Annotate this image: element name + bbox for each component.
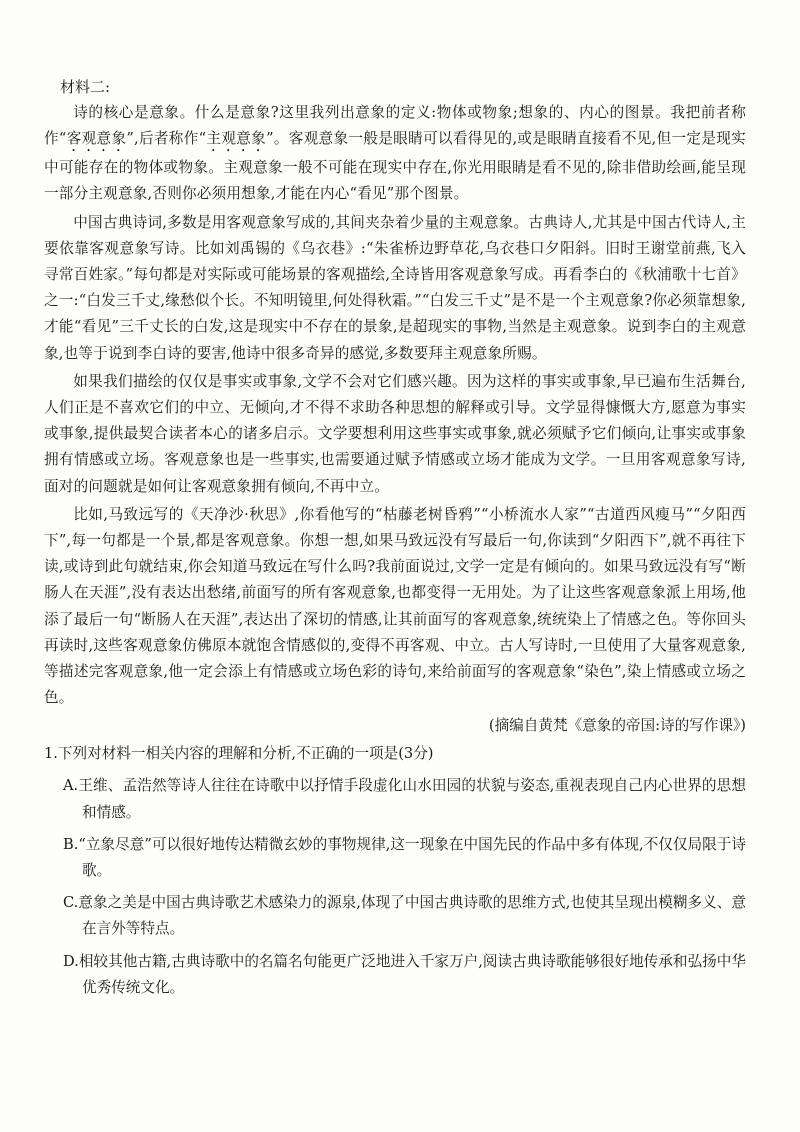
material-heading: 材料二: [60,78,111,96]
emphasized-term-subjective-image: 主观意象 [206,130,267,148]
emphasized-term-objective-image: 客观意象 [66,130,127,148]
option-c: C.意象之美是中国古典诗歌艺术感染力的源泉,体现了中国古典诗歌的思维方式,也使其呈现出模糊多义、意在言外等特点。 [63,894,746,938]
paragraph-4: 比如,马致远写的《天净沙·秋思》,你看他写的“枯藤老树昏鸦”“小桥流水人家”“古道西风瘦马”“夕阳西下”,每一句都是一个景,都是客观意象。你想一想,如果马致远没有写最后一句,你读到“夕阳西下”,就不再往下读,或诗到此句就结束,你会知道马致远在写什么吗?我前面说过,文学一定是有倾向的。如果马致远没有写“断肠人在天涯”,没有表达出愁绪,前面写的所有客观意象,也都变得一无用处。为了让这些客观意象派上用场,他添了最后一句“断肠人在天涯”,表达出了深切的情感,让其前面写的客观意象,统统染上了情感之色。等你回头再读时,这些客观意象仿佛原本就饱含情感似的,变得不再客观、中立。古人写诗时,一旦使用了大量客观意象,等描述完客观意象,他一定会添上有情感或立场色彩的诗句,来给前面写的客观意象“染色”,染上情感或立场之色。 [44,505,746,707]
question-stem: 1.下列对材料一相关内容的理解和分析,不正确的一项是(3分) [44,745,434,763]
paragraph-1-part-b: ”,后者称作“ [126,130,207,148]
option-d: D.相较其他古籍,古典诗歌中的名篇名句能更广泛地进入千家万户,阅读古典诗歌能够很好地传承和弘扬中华优秀传统文化。 [63,952,746,996]
source-citation: (摘编自黄梵《意象的帝国:诗的写作课》) [488,717,746,735]
paragraph-1 [44,100,746,208]
paragraph-1-part-a: 诗的核心是意象。什么是意象?这里我列出意象的定义:物体或物象;想象的、内心的图景。我把前者称作“ [44,104,746,148]
paragraph-2: 中国古典诗词,多数是用客观意象写成的,其间夹杂着少量的主观意象。古典诗人,尤其是中国古代诗人,主要依靠客观意象写诗。比如刘禹锡的《乌衣巷》:“朱雀桥边野草花,乌衣巷口夕阳斜。旧时王谢堂前燕,飞入寻常百姓家。”每句都是对实际或可能场景的客观描绘,全诗皆用客观意象写成。再看李白的《秋浦歌十七首》之一:“白发三千丈,缘愁似个长。不知明镜里,何处得秋霜。”“白发三千丈”是不是一个主观意象?你必须靠想象,才能“看见”三千丈长的白发,这是现实中不存在的景象,是超现实的事物,当然是主观意象。说到李白的主观意象,也等于说到李白诗的要害,他诗中很多奇异的感觉,多数要拜主观意象所赐。 [44,213,746,362]
option-b: B.“立象尽意”可以很好地传达精微玄妙的事物规律,这一现象在中国先民的作品中多有体现,不仅仅局限于诗歌。 [63,835,746,880]
paragraph-3: 如果我们描绘的仅仅是事实或事象,文学不会对它们感兴趣。因为这样的事实或事象,早已遍布生活舞台,人们正是不喜欢它们的中立、无倾向,才不得不求助各种思想的解释或引导。文学显得慷慨大方,愿意为事实或事象,提供最契合读者本心的诸多启示。文学要想利用这些事实或事象,就必须赋予它们倾向,让事实或事象拥有情感或立场。客观意象也是一些事实,也需要通过赋予情感或立场才能成为文学。一旦用客观意象写诗,面对的问题就是如何让客观意象拥有倾向,不再中立。 [44,372,746,495]
option-a: A.王维、孟浩然等诗人往往在诗歌中以抒情手段虚化山水田园的状貌与姿态,重视表现自己内心世界的思想和情感。 [63,777,746,821]
paragraph-1-part-c: ”。客观意象一般是眼睛可以看得见的,或是眼睛直接看不见,但一定是现实中可能存在的物体或物象。主观意象一般不可能在现实中存在,你光用眼睛是看不见的,除非借助绘画,能呈现一部分主观意象,否则你必须用想象,才能在内心“看见”那个图景。 [44,130,746,203]
